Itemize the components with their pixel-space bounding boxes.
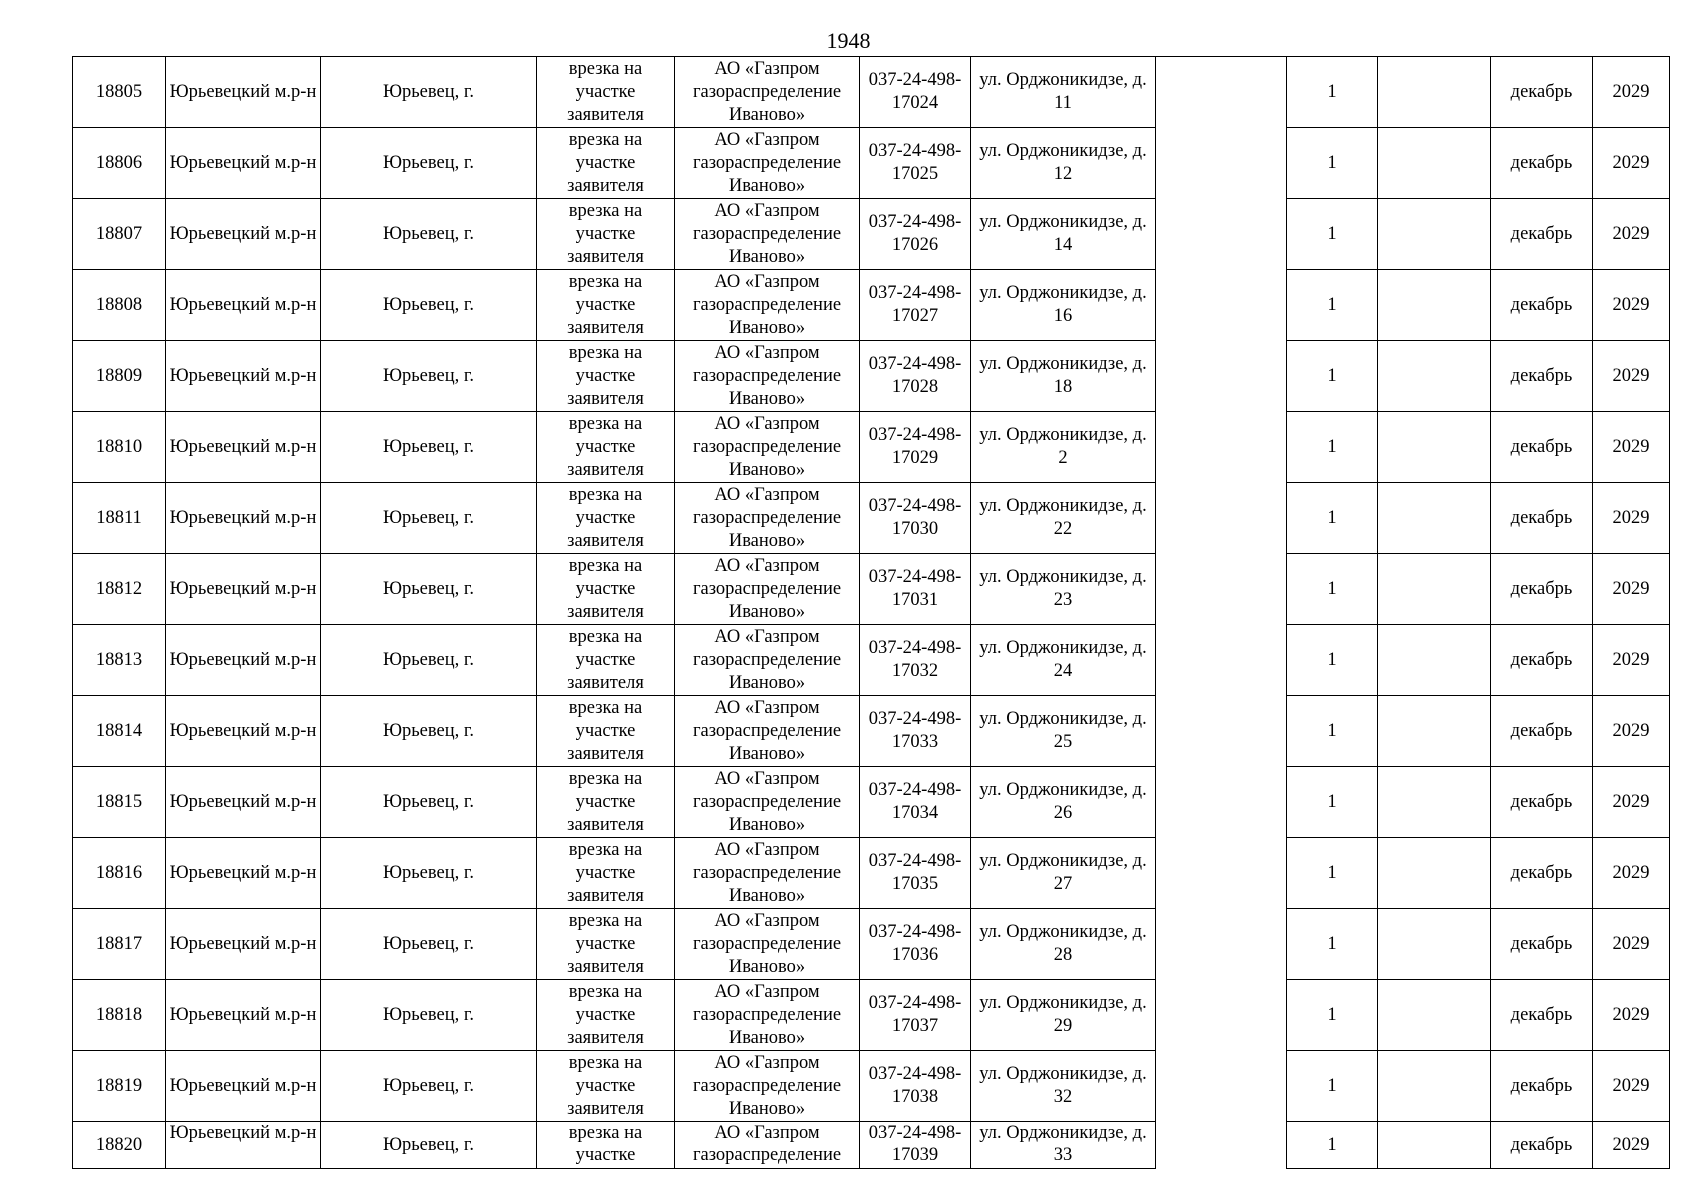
- table-row: [73, 980, 1670, 1051]
- gas-distribution-org-cell: АО «Газпром газораспределение Иваново»: [675, 1051, 860, 1122]
- address-cell: ул. Орджоникидзе, д. 24: [971, 625, 1156, 696]
- object-code-cell: 037-24-498-17038: [860, 1051, 971, 1122]
- record-number-cell: 18808: [73, 270, 166, 341]
- record-number-cell: 18813: [73, 625, 166, 696]
- month-cell: декабрь: [1491, 696, 1593, 767]
- table-row: [73, 767, 1670, 838]
- record-number-cell: 18812: [73, 554, 166, 625]
- address-cell: ул. Орджоникидзе, д. 29: [971, 980, 1156, 1051]
- empty-cell: [1156, 128, 1287, 199]
- object-code-cell: 037-24-498-17032: [860, 625, 971, 696]
- record-number-cell: 18820: [73, 1122, 166, 1169]
- year-cell: 2029: [1593, 412, 1670, 483]
- connection-method-cell: врезка на участке заявителя: [537, 199, 675, 270]
- address-cell: ул. Орджоникидзе, д. 14: [971, 199, 1156, 270]
- quantity-cell: 1: [1287, 1051, 1378, 1122]
- address-cell: ул. Орджоникидзе, д. 18: [971, 341, 1156, 412]
- settlement-cell: Юрьевец, г.: [321, 128, 537, 199]
- year-cell: 2029: [1593, 128, 1670, 199]
- settlement-cell: Юрьевец, г.: [321, 838, 537, 909]
- empty-cell: [1156, 412, 1287, 483]
- settlement-cell: Юрьевец, г.: [321, 412, 537, 483]
- table-row: [73, 483, 1670, 554]
- record-number-cell: 18816: [73, 838, 166, 909]
- table-row: [73, 270, 1670, 341]
- month-cell: декабрь: [1491, 554, 1593, 625]
- settlement-cell: Юрьевец, г.: [321, 625, 537, 696]
- empty-cell: [1378, 1122, 1491, 1169]
- empty-cell: [1378, 128, 1491, 199]
- table-row: [73, 1051, 1670, 1122]
- record-number-cell: 18811: [73, 483, 166, 554]
- gas-distribution-org-cell: АО «Газпром газораспределение Иваново»: [675, 980, 860, 1051]
- empty-cell: [1156, 199, 1287, 270]
- settlement-cell: Юрьевец, г.: [321, 199, 537, 270]
- month-cell: декабрь: [1491, 909, 1593, 980]
- object-code-cell: 037-24-498-17030: [860, 483, 971, 554]
- year-cell: 2029: [1593, 767, 1670, 838]
- table-row: [73, 128, 1670, 199]
- object-code-cell: 037-24-498-17025: [860, 128, 971, 199]
- empty-cell: [1156, 909, 1287, 980]
- month-cell: декабрь: [1491, 341, 1593, 412]
- address-cell: ул. Орджоникидзе, д. 27: [971, 838, 1156, 909]
- record-number-cell: 18810: [73, 412, 166, 483]
- empty-cell: [1378, 554, 1491, 625]
- empty-cell: [1378, 483, 1491, 554]
- quantity-cell: 1: [1287, 838, 1378, 909]
- gas-distribution-org-cell: АО «Газпром газораспределение Иваново»: [675, 838, 860, 909]
- empty-cell: [1156, 1122, 1287, 1169]
- district-cell: Юрьевецкий м.р-н: [166, 554, 321, 625]
- connection-method-cell: врезка на участке заявителя: [537, 128, 675, 199]
- empty-cell: [1378, 57, 1491, 128]
- table-row: [73, 625, 1670, 696]
- record-number-cell: 18809: [73, 341, 166, 412]
- record-number-cell: 18805: [73, 57, 166, 128]
- year-cell: 2029: [1593, 554, 1670, 625]
- registry-table-body: [73, 57, 1670, 1169]
- quantity-cell: 1: [1287, 909, 1378, 980]
- connection-method-cell: врезка на участке заявителя: [537, 909, 675, 980]
- empty-cell: [1378, 838, 1491, 909]
- connection-method-cell: врезка на участке заявителя: [537, 980, 675, 1051]
- address-cell: ул. Орджоникидзе, д. 28: [971, 909, 1156, 980]
- year-cell: 2029: [1593, 696, 1670, 767]
- object-code-cell: 037-24-498-17033: [860, 696, 971, 767]
- object-code-cell: 037-24-498-17026: [860, 199, 971, 270]
- gas-distribution-org-cell: АО «Газпром газораспределение Иваново»: [675, 483, 860, 554]
- month-cell: декабрь: [1491, 838, 1593, 909]
- month-cell: декабрь: [1491, 1122, 1593, 1169]
- gas-distribution-org-cell: АО «Газпром газораспределение Иваново»: [675, 696, 860, 767]
- gas-distribution-org-cell: АО «Газпром газораспределение Иваново»: [675, 341, 860, 412]
- empty-cell: [1156, 1051, 1287, 1122]
- record-number-cell: 18806: [73, 128, 166, 199]
- registry-table: [72, 56, 1670, 1169]
- object-code-cell: 037-24-498-17028: [860, 341, 971, 412]
- district-cell: Юрьевецкий м.р-н: [166, 199, 321, 270]
- table-row: [73, 838, 1670, 909]
- object-code-cell: 037-24-498-17036: [860, 909, 971, 980]
- gas-distribution-org-cell: АО «Газпром газораспределение Иваново»: [675, 412, 860, 483]
- connection-method-cell: врезка на участке заявителя: [537, 270, 675, 341]
- empty-cell: [1156, 270, 1287, 341]
- empty-cell: [1378, 625, 1491, 696]
- gas-distribution-org-cell: АО «Газпром газораспределение Иваново»: [675, 57, 860, 128]
- object-code-cell: 037-24-498-17029: [860, 412, 971, 483]
- district-cell: Юрьевецкий м.р-н: [166, 980, 321, 1051]
- settlement-cell: Юрьевец, г.: [321, 554, 537, 625]
- gas-distribution-org-cell: АО «Газпром газораспределение Иваново»: [675, 909, 860, 980]
- gas-distribution-org-cell: АО «Газпром газораспределение Иваново»: [675, 625, 860, 696]
- district-cell: Юрьевецкий м.р-н: [166, 625, 321, 696]
- settlement-cell: Юрьевец, г.: [321, 270, 537, 341]
- address-cell: ул. Орджоникидзе, д. 26: [971, 767, 1156, 838]
- quantity-cell: 1: [1287, 625, 1378, 696]
- year-cell: 2029: [1593, 1051, 1670, 1122]
- quantity-cell: 1: [1287, 980, 1378, 1051]
- settlement-cell: Юрьевец, г.: [321, 1122, 537, 1169]
- quantity-cell: 1: [1287, 1122, 1378, 1169]
- connection-method-cell: врезка на участке заявителя: [537, 57, 675, 128]
- settlement-cell: Юрьевец, г.: [321, 767, 537, 838]
- empty-cell: [1156, 625, 1287, 696]
- empty-cell: [1156, 554, 1287, 625]
- year-cell: 2029: [1593, 341, 1670, 412]
- district-cell: Юрьевецкий м.р-н: [166, 838, 321, 909]
- address-cell: ул. Орджоникидзе, д. 16: [971, 270, 1156, 341]
- connection-method-cell: врезка на участке заявителя: [537, 412, 675, 483]
- record-number-cell: 18819: [73, 1051, 166, 1122]
- month-cell: декабрь: [1491, 128, 1593, 199]
- table-row: [73, 696, 1670, 767]
- year-cell: 2029: [1593, 980, 1670, 1051]
- year-cell: 2029: [1593, 57, 1670, 128]
- empty-cell: [1378, 980, 1491, 1051]
- quantity-cell: 1: [1287, 767, 1378, 838]
- connection-method-cell: врезка на участке заявителя: [537, 696, 675, 767]
- settlement-cell: Юрьевец, г.: [321, 341, 537, 412]
- gas-distribution-org-cell: АО «Газпром газораспределение: [675, 1122, 860, 1169]
- record-number-cell: 18815: [73, 767, 166, 838]
- district-cell: Юрьевецкий м.р-н: [166, 412, 321, 483]
- empty-cell: [1378, 909, 1491, 980]
- district-cell: Юрьевецкий м.р-н: [166, 767, 321, 838]
- empty-cell: [1378, 696, 1491, 767]
- address-cell: ул. Орджоникидзе, д. 23: [971, 554, 1156, 625]
- quantity-cell: 1: [1287, 270, 1378, 341]
- empty-cell: [1156, 838, 1287, 909]
- quantity-cell: 1: [1287, 554, 1378, 625]
- gas-distribution-org-cell: АО «Газпром газораспределение Иваново»: [675, 767, 860, 838]
- month-cell: декабрь: [1491, 1051, 1593, 1122]
- year-cell: 2029: [1593, 270, 1670, 341]
- address-cell: ул. Орджоникидзе, д. 12: [971, 128, 1156, 199]
- table-row: [73, 554, 1670, 625]
- connection-method-cell: врезка на участке заявителя: [537, 1051, 675, 1122]
- connection-method-cell: врезка на участке заявителя: [537, 625, 675, 696]
- empty-cell: [1378, 767, 1491, 838]
- settlement-cell: Юрьевец, г.: [321, 980, 537, 1051]
- address-cell: ул. Орджоникидзе, д. 2: [971, 412, 1156, 483]
- object-code-cell: 037-24-498-17035: [860, 838, 971, 909]
- district-cell: Юрьевецкий м.р-н: [166, 128, 321, 199]
- settlement-cell: Юрьевец, г.: [321, 909, 537, 980]
- district-cell: Юрьевецкий м.р-н: [166, 57, 321, 128]
- gas-distribution-org-cell: АО «Газпром газораспределение Иваново»: [675, 128, 860, 199]
- object-code-cell: 037-24-498-17031: [860, 554, 971, 625]
- record-number-cell: 18818: [73, 980, 166, 1051]
- settlement-cell: Юрьевец, г.: [321, 1051, 537, 1122]
- table-row: [73, 1122, 1670, 1169]
- district-cell: Юрьевецкий м.р-н: [166, 696, 321, 767]
- table-row: [73, 341, 1670, 412]
- table-row: [73, 199, 1670, 270]
- empty-cell: [1156, 483, 1287, 554]
- object-code-cell: 037-24-498-17039: [860, 1122, 971, 1169]
- month-cell: декабрь: [1491, 57, 1593, 128]
- gas-distribution-org-cell: АО «Газпром газораспределение Иваново»: [675, 199, 860, 270]
- quantity-cell: 1: [1287, 412, 1378, 483]
- month-cell: декабрь: [1491, 270, 1593, 341]
- month-cell: декабрь: [1491, 483, 1593, 554]
- district-cell: Юрьевецкий м.р-н: [166, 270, 321, 341]
- district-cell: Юрьевецкий м.р-н: [166, 909, 321, 980]
- gas-distribution-org-cell: АО «Газпром газораспределение Иваново»: [675, 554, 860, 625]
- month-cell: декабрь: [1491, 199, 1593, 270]
- quantity-cell: 1: [1287, 341, 1378, 412]
- district-cell: Юрьевецкий м.р-н: [166, 341, 321, 412]
- connection-method-cell: врезка на участке заявителя: [537, 483, 675, 554]
- connection-method-cell: врезка на участке заявителя: [537, 554, 675, 625]
- quantity-cell: 1: [1287, 128, 1378, 199]
- empty-cell: [1156, 767, 1287, 838]
- address-cell: ул. Орджоникидзе, д. 11: [971, 57, 1156, 128]
- connection-method-cell: врезка на участке заявителя: [537, 341, 675, 412]
- record-number-cell: 18807: [73, 199, 166, 270]
- address-cell: ул. Орджоникидзе, д. 22: [971, 483, 1156, 554]
- address-cell: ул. Орджоникидзе, д. 25: [971, 696, 1156, 767]
- object-code-cell: 037-24-498-17034: [860, 767, 971, 838]
- object-code-cell: 037-24-498-17027: [860, 270, 971, 341]
- address-cell: ул. Орджоникидзе, д. 32: [971, 1051, 1156, 1122]
- empty-cell: [1156, 341, 1287, 412]
- empty-cell: [1378, 412, 1491, 483]
- table-row: [73, 57, 1670, 128]
- empty-cell: [1378, 1051, 1491, 1122]
- object-code-cell: 037-24-498-17037: [860, 980, 971, 1051]
- connection-method-cell: врезка на участке заявителя: [537, 767, 675, 838]
- quantity-cell: 1: [1287, 696, 1378, 767]
- month-cell: декабрь: [1491, 980, 1593, 1051]
- year-cell: 2029: [1593, 199, 1670, 270]
- empty-cell: [1156, 57, 1287, 128]
- settlement-cell: Юрьевец, г.: [321, 483, 537, 554]
- month-cell: декабрь: [1491, 412, 1593, 483]
- address-cell: ул. Орджоникидзе, д. 33: [971, 1122, 1156, 1169]
- record-number-cell: 18814: [73, 696, 166, 767]
- district-cell: Юрьевецкий м.р-н: [166, 1051, 321, 1122]
- settlement-cell: Юрьевец, г.: [321, 696, 537, 767]
- empty-cell: [1156, 696, 1287, 767]
- empty-cell: [1378, 270, 1491, 341]
- year-cell: 2029: [1593, 909, 1670, 980]
- object-code-cell: 037-24-498-17024: [860, 57, 971, 128]
- district-cell: Юрьевецкий м.р-н: [166, 1122, 321, 1169]
- district-cell: Юрьевецкий м.р-н: [166, 483, 321, 554]
- record-number-cell: 18817: [73, 909, 166, 980]
- quantity-cell: 1: [1287, 483, 1378, 554]
- table-row: [73, 412, 1670, 483]
- month-cell: декабрь: [1491, 767, 1593, 838]
- month-cell: декабрь: [1491, 625, 1593, 696]
- empty-cell: [1156, 980, 1287, 1051]
- settlement-cell: Юрьевец, г.: [321, 57, 537, 128]
- year-cell: 2029: [1593, 483, 1670, 554]
- empty-cell: [1378, 199, 1491, 270]
- year-cell: 2029: [1593, 625, 1670, 696]
- quantity-cell: 1: [1287, 57, 1378, 128]
- connection-method-cell: врезка на участке заявителя: [537, 838, 675, 909]
- table-row: [73, 909, 1670, 980]
- page-number: 1948: [826, 28, 871, 53]
- year-cell: 2029: [1593, 1122, 1670, 1169]
- empty-cell: [1378, 341, 1491, 412]
- year-cell: 2029: [1593, 838, 1670, 909]
- quantity-cell: 1: [1287, 199, 1378, 270]
- connection-method-cell: врезка на участке: [537, 1122, 675, 1169]
- gas-distribution-org-cell: АО «Газпром газораспределение Иваново»: [675, 270, 860, 341]
